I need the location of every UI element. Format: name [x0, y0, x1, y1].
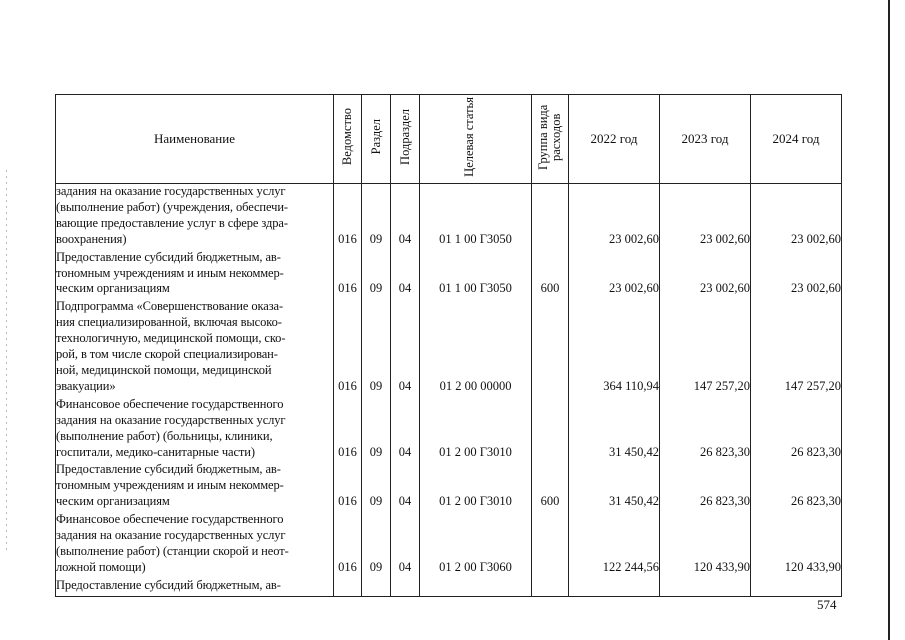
value-2022: 23 002,60	[569, 184, 660, 250]
item-name-line: Предоставление субсидий бюджетным, ав-	[56, 577, 281, 592]
item-name-line: (выполнение работ) (больницы, клиники,	[56, 428, 273, 443]
value-2022	[569, 578, 660, 596]
target-cell: 01 1 00 Г3050	[420, 184, 532, 250]
item-name	[56, 578, 334, 596]
value-2024: 26 823,30	[751, 462, 842, 512]
group-cell	[532, 184, 569, 250]
budget-table	[55, 94, 842, 597]
item-name-line: ческим организациям	[56, 281, 170, 296]
page-number: 574	[817, 597, 837, 612]
target-cell	[420, 578, 532, 596]
item-name-line: вающие предоставление услуг в сфере здра-	[56, 215, 288, 230]
value-2023: 23 002,60	[660, 184, 751, 250]
group-cell	[532, 578, 569, 596]
header-2023: 2023 год	[660, 95, 751, 184]
dept-cell: 016	[334, 184, 362, 250]
value-2024	[751, 578, 842, 596]
item-name-line: рой, в том числе скорой специализирован-	[56, 347, 278, 362]
dept-cell: 016	[334, 397, 362, 463]
item-name-line: технологичную, медицинской помощи, ско-	[56, 331, 286, 346]
item-name-line: Предоставление субсидий бюджетным, ав-	[56, 249, 281, 264]
item-name-line: Подпрограмма «Совершенствование оказа-	[56, 299, 284, 314]
item-name	[56, 397, 334, 463]
item-name-line: эвакуации»	[56, 378, 116, 393]
value-2024: 147 257,20	[751, 299, 842, 396]
table-row	[56, 512, 842, 578]
item-name	[56, 184, 334, 250]
target-cell: 01 2 00 00000	[420, 299, 532, 396]
item-name-line: госпитали, медико-санитарные части)	[56, 444, 255, 459]
item-name-line: Финансовое обеспечение государственного	[56, 396, 284, 411]
table-row	[56, 250, 842, 300]
table-row	[56, 578, 842, 596]
dept-cell: 016	[334, 462, 362, 512]
section-cell: 09	[362, 184, 391, 250]
value-2023	[660, 578, 751, 596]
value-2023: 147 257,20	[660, 299, 751, 396]
header-section: Раздел	[362, 95, 391, 184]
item-name-line: (выполнение работ) (учреждения, обеспечи-	[56, 199, 288, 214]
section-cell: 09	[362, 397, 391, 463]
header-2022: 2022 год	[569, 95, 660, 184]
group-cell: 600	[532, 462, 569, 512]
scan-edge-line	[888, 0, 890, 640]
item-name	[56, 462, 334, 512]
value-2024: 23 002,60	[751, 250, 842, 300]
item-name-line: Финансовое обеспечение государственного	[56, 512, 284, 527]
value-2024: 120 433,90	[751, 512, 842, 578]
dept-cell: 016	[334, 299, 362, 396]
item-name-line: ной, медицинской помощи, медицинской	[56, 362, 272, 377]
item-name	[56, 299, 334, 396]
value-2023: 23 002,60	[660, 250, 751, 300]
value-2023: 26 823,30	[660, 462, 751, 512]
value-2023: 120 433,90	[660, 512, 751, 578]
header-dept: Ведомство	[334, 95, 362, 184]
dept-cell: 016	[334, 250, 362, 300]
group-cell	[532, 299, 569, 396]
header-target: Целевая статья	[420, 95, 532, 184]
item-name-line: задания на оказание государственных услуг	[56, 528, 286, 543]
item-name-line: ческим организациям	[56, 494, 170, 509]
value-2024: 26 823,30	[751, 397, 842, 463]
table-row	[56, 397, 842, 463]
group-cell: 600	[532, 250, 569, 300]
table-row	[56, 299, 842, 396]
item-name	[56, 512, 334, 578]
item-name-line: (выполнение работ) (станции скорой и неот-	[56, 543, 289, 558]
value-2023: 26 823,30	[660, 397, 751, 463]
item-name-line: тономным учреждениям и иным некоммер-	[56, 265, 284, 280]
target-cell: 01 2 00 Г3060	[420, 512, 532, 578]
subsection-cell	[391, 578, 420, 596]
group-cell	[532, 512, 569, 578]
value-2024: 23 002,60	[751, 184, 842, 250]
item-name-line: воохранения)	[56, 231, 127, 246]
item-name-line: тономным учреждениям и иным некоммер-	[56, 478, 284, 493]
header-group: Группа вида расходов	[532, 95, 569, 184]
header-subsection: Подраздел	[391, 95, 420, 184]
subsection-cell: 04	[391, 299, 420, 396]
section-cell	[362, 578, 391, 596]
item-name-line: Предоставление субсидий бюджетным, ав-	[56, 462, 281, 477]
value-2022: 31 450,42	[569, 397, 660, 463]
item-name-line: задания на оказание государственных услуг	[56, 184, 286, 198]
dept-cell: 016	[334, 512, 362, 578]
table-row	[56, 184, 842, 250]
scan-margin-mark	[6, 170, 7, 550]
section-cell: 09	[362, 299, 391, 396]
subsection-cell: 04	[391, 397, 420, 463]
item-name-line: задания на оказание государственных услуг	[56, 412, 286, 427]
item-name	[56, 250, 334, 300]
item-name-line: ния специализированной, включая высоко-	[56, 315, 282, 330]
subsection-cell: 04	[391, 184, 420, 250]
value-2022: 122 244,56	[569, 512, 660, 578]
target-cell: 01 2 00 Г3010	[420, 397, 532, 463]
target-cell: 01 1 00 Г3050	[420, 250, 532, 300]
subsection-cell: 04	[391, 250, 420, 300]
target-cell: 01 2 00 Г3010	[420, 462, 532, 512]
header-2024: 2024 год	[751, 95, 842, 184]
header-name: Наименование	[56, 95, 334, 184]
value-2022: 364 110,94	[569, 299, 660, 396]
group-cell	[532, 397, 569, 463]
section-cell: 09	[362, 512, 391, 578]
dept-cell	[334, 578, 362, 596]
section-cell: 09	[362, 462, 391, 512]
table-row	[56, 462, 842, 512]
subsection-cell: 04	[391, 512, 420, 578]
item-name-line: ложной помощи)	[56, 559, 146, 574]
table-header-row	[56, 95, 842, 184]
value-2022: 31 450,42	[569, 462, 660, 512]
value-2022: 23 002,60	[569, 250, 660, 300]
subsection-cell: 04	[391, 462, 420, 512]
section-cell: 09	[362, 250, 391, 300]
